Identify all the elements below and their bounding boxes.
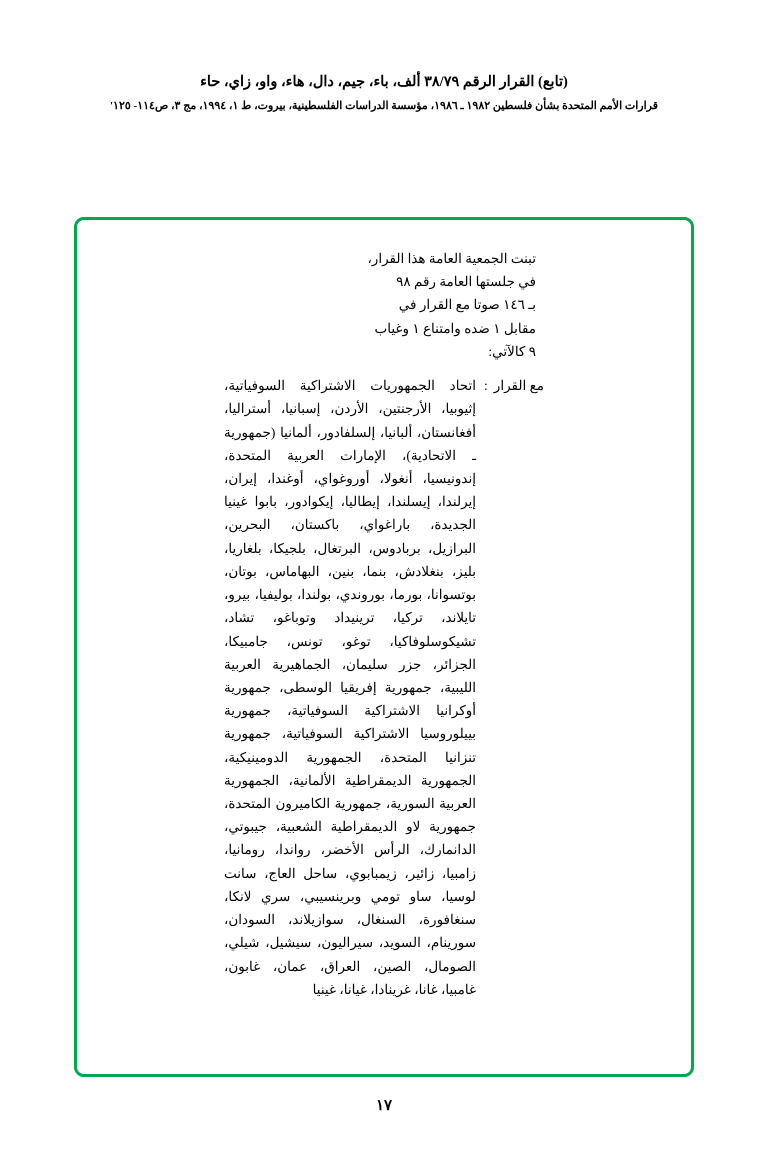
votes-colon: : [484,378,488,394]
header-source-citation: قرارات الأمم المتحدة بشأن فلسطين ١٩٨٢ ـ ١٩٨٦، مؤسسة الدراسات الفلسطينية، بيروت، ط ١، ١٩٩٤، مج ٣، ص١١٤- ١٢٥' [109,100,658,113]
votes-label: مع القرار [493,378,544,394]
countries-list: اتحاد الجمهوريات الاشتراكية السوفياتية، إثيوبيا، الأرجنتين، الأردن، إسبانيا، أستراليا، أفغانستان، ألبانيا، إلسلفادور، ألمانيا (جمهورية ـ الاتحادية)، الإمارات العربية المتحدة، إندونيسيا، أنغولا، أوروغواي، أوغندا، إيران، إيرلندا، إيسلندا، إيطاليا، إيكوادور، بابوا غينيا الجديدة، باراغواي، باكستان، البحرين، البرازيل، بربادوس، البرتغال، بلجيكا، بلغاريا، بليز، بنغلادش، بنما، بنين، البهاماس، بوتان، بوتسوانا، بورما، بوروندي، بولندا، بوليفيا، بيرو، تايلاند، تركيا، ترينيداد وتوباغو، تشاد، تشيكوسلوفاكيا، توغو، تونس، جامبيكا، الجزائر، جزر سليمان، الجماهيرية العربية الليبية، جمهورية إفريقيا الوسطى، جمهورية أوكرانيا الاشتراكية السوفياتية، جمهورية بييلوروسيا الاشتراكية السوفياتية، جمهورية تنزانيا المتحدة، الجمهورية الدومينيكية، الجمهورية الديمقراطية الألمانية، الجمهورية العربية السورية، جمهورية الكاميرون المتحدة، جمهورية لاو الديمقراطية الشعبية، جيبوتي، الدانمارك، الرأس الأخضر، رواندا، رومانيا، زامبيا، زائير، زيمبابوي، ساحل العاج، سانت لوسيا، ساو تومي وبرينسيبي، سري لانكا، سنغافورة، السنغال، سوازيلاند، السودان، سورينام، السويد، سيراليون، سيشيل، شيلي، الصومال، الصين، العراق، عمان، غابون، غامبيا، غانا، غرينادا، غيانا، غينيا [224,378,477,997]
page-header [0,72,768,115]
resolution-intro [224,247,544,363]
intro-line-2: في جلستها العامة رقم ٩٨ [396,274,536,290]
document-body [0,247,768,1001]
intro-line-3: بـ ١٤٦ صوتا مع القرار في [398,297,536,313]
intro-block [224,247,544,1001]
votes-in-favour-section [224,374,544,1001]
page-number: ١٧ [375,1098,393,1114]
header-title: (تابع) القرار الرقم ٣٨/٧٩ ألف، باء، جيم، دال، هاء، واو، زاي، حاء [200,74,568,90]
intro-line-4: مقابل ١ ضده وامتناع ١ وغياب [374,320,536,336]
document-page [0,72,768,1157]
intro-line-5: ٩ كالآتي: [488,343,536,359]
intro-line-1: تبنت الجمعية العامة هذا القرار، [367,251,536,266]
